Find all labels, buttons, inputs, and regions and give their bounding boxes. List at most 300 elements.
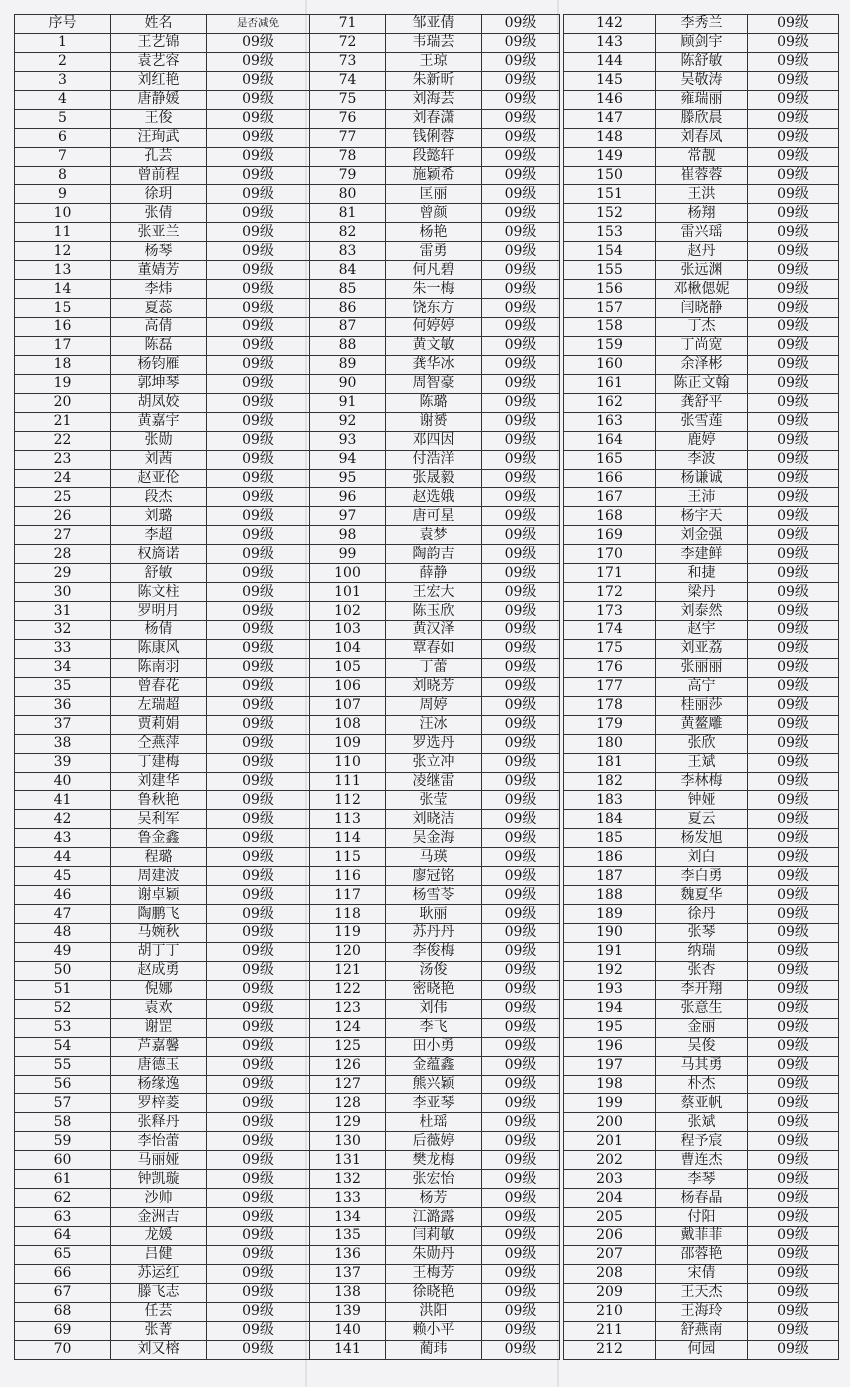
grade-cell: 09级 bbox=[748, 677, 839, 696]
row-number: 139 bbox=[310, 1302, 386, 1321]
grade-cell: 09级 bbox=[748, 1132, 839, 1151]
row-number: 108 bbox=[310, 715, 386, 734]
roster-column-1 bbox=[14, 14, 310, 1360]
table-row bbox=[310, 942, 560, 961]
table-row bbox=[310, 1189, 560, 1208]
grade-cell: 09级 bbox=[482, 147, 560, 166]
row-number: 188 bbox=[564, 886, 656, 905]
grade-cell: 09级 bbox=[207, 1340, 310, 1359]
student-name: 张远渊 bbox=[656, 261, 748, 280]
table-row bbox=[15, 886, 310, 905]
table-row bbox=[15, 450, 310, 469]
student-name: 刘又榕 bbox=[111, 1340, 207, 1359]
grade-cell: 09级 bbox=[748, 261, 839, 280]
row-number: 16 bbox=[15, 318, 111, 337]
row-number: 75 bbox=[310, 90, 386, 109]
table-row bbox=[310, 299, 560, 318]
row-number: 80 bbox=[310, 185, 386, 204]
student-name: 罗选丹 bbox=[386, 734, 482, 753]
grade-cell: 09级 bbox=[748, 772, 839, 791]
row-number: 1 bbox=[15, 33, 111, 52]
grade-cell: 09级 bbox=[748, 734, 839, 753]
student-name: 唐可星 bbox=[386, 507, 482, 526]
student-name: 宋倩 bbox=[656, 1264, 748, 1283]
student-name: 刘晓洁 bbox=[386, 810, 482, 829]
header-reduction-flag: 是否减免 bbox=[207, 15, 310, 34]
grade-cell: 09级 bbox=[207, 980, 310, 999]
student-name: 刘璐 bbox=[111, 507, 207, 526]
student-name: 张意生 bbox=[656, 999, 748, 1018]
row-number: 152 bbox=[564, 204, 656, 223]
row-number: 69 bbox=[15, 1321, 111, 1340]
table-row bbox=[15, 621, 310, 640]
student-name: 刘茜 bbox=[111, 450, 207, 469]
grade-cell: 09级 bbox=[482, 1302, 560, 1321]
grade-cell: 09级 bbox=[207, 280, 310, 299]
row-number: 103 bbox=[310, 621, 386, 640]
row-number: 19 bbox=[15, 374, 111, 393]
grade-cell: 09级 bbox=[482, 526, 560, 545]
grade-cell: 09级 bbox=[482, 223, 560, 242]
row-number: 91 bbox=[310, 393, 386, 412]
table-row bbox=[310, 1340, 560, 1359]
student-name: 樊龙梅 bbox=[386, 1151, 482, 1170]
student-name: 和捷 bbox=[656, 564, 748, 583]
table-row bbox=[15, 1132, 310, 1151]
grade-cell: 09级 bbox=[748, 829, 839, 848]
row-number: 81 bbox=[310, 204, 386, 223]
table-row bbox=[15, 545, 310, 564]
table-row bbox=[15, 488, 310, 507]
row-number: 20 bbox=[15, 393, 111, 412]
grade-cell: 09级 bbox=[748, 147, 839, 166]
student-name: 李白勇 bbox=[656, 867, 748, 886]
row-number: 106 bbox=[310, 677, 386, 696]
grade-cell: 09级 bbox=[482, 677, 560, 696]
row-number: 86 bbox=[310, 299, 386, 318]
student-name: 赵成勇 bbox=[111, 961, 207, 980]
student-name: 仝燕萍 bbox=[111, 734, 207, 753]
row-number: 82 bbox=[310, 223, 386, 242]
grade-cell: 09级 bbox=[207, 734, 310, 753]
grade-cell: 09级 bbox=[748, 223, 839, 242]
row-number: 34 bbox=[15, 658, 111, 677]
grade-cell: 09级 bbox=[207, 299, 310, 318]
table-row bbox=[310, 109, 560, 128]
grade-cell: 09级 bbox=[207, 621, 310, 640]
student-name: 夏蕊 bbox=[111, 299, 207, 318]
row-number: 142 bbox=[564, 15, 656, 34]
table-row bbox=[310, 223, 560, 242]
student-name: 陶鹏飞 bbox=[111, 905, 207, 924]
table-row bbox=[310, 1302, 560, 1321]
table-row bbox=[310, 204, 560, 223]
grade-cell: 09级 bbox=[748, 299, 839, 318]
student-name: 余泽彬 bbox=[656, 355, 748, 374]
grade-cell: 09级 bbox=[482, 753, 560, 772]
table-row bbox=[564, 753, 839, 772]
row-number: 39 bbox=[15, 753, 111, 772]
row-number: 59 bbox=[15, 1132, 111, 1151]
table-row bbox=[310, 734, 560, 753]
table-row bbox=[310, 412, 560, 431]
student-name: 杨芳 bbox=[386, 1189, 482, 1208]
table-row bbox=[564, 261, 839, 280]
student-name: 滕欣晨 bbox=[656, 109, 748, 128]
student-name: 雍瑞丽 bbox=[656, 90, 748, 109]
table-row bbox=[564, 658, 839, 677]
student-name: 洪阳 bbox=[386, 1302, 482, 1321]
grade-cell: 09级 bbox=[482, 299, 560, 318]
row-number: 194 bbox=[564, 999, 656, 1018]
table-row bbox=[564, 639, 839, 658]
table-row bbox=[310, 1056, 560, 1075]
student-name: 谢赟 bbox=[386, 412, 482, 431]
table-row bbox=[564, 1094, 839, 1113]
table-row bbox=[310, 886, 560, 905]
student-name: 何园 bbox=[656, 1340, 748, 1359]
row-number: 144 bbox=[564, 52, 656, 71]
grade-cell: 09级 bbox=[482, 90, 560, 109]
row-number: 26 bbox=[15, 507, 111, 526]
row-number: 197 bbox=[564, 1056, 656, 1075]
row-number: 95 bbox=[310, 469, 386, 488]
student-name: 钟娅 bbox=[656, 791, 748, 810]
student-name: 徐玥 bbox=[111, 185, 207, 204]
row-number: 64 bbox=[15, 1227, 111, 1246]
student-name: 张雪莲 bbox=[656, 412, 748, 431]
row-number: 121 bbox=[310, 961, 386, 980]
grade-cell: 09级 bbox=[482, 1208, 560, 1227]
student-name: 罗梓菱 bbox=[111, 1094, 207, 1113]
row-number: 110 bbox=[310, 753, 386, 772]
table-row bbox=[564, 299, 839, 318]
table-row bbox=[310, 1113, 560, 1132]
row-number: 84 bbox=[310, 261, 386, 280]
grade-cell: 09级 bbox=[482, 829, 560, 848]
grade-cell: 09级 bbox=[482, 488, 560, 507]
grade-cell: 09级 bbox=[748, 621, 839, 640]
student-name: 黄汉泽 bbox=[386, 621, 482, 640]
student-name: 唐德玉 bbox=[111, 1056, 207, 1075]
student-name: 后薇婷 bbox=[386, 1132, 482, 1151]
grade-cell: 09级 bbox=[482, 374, 560, 393]
student-name: 鲁金鑫 bbox=[111, 829, 207, 848]
student-name: 黄鳌雕 bbox=[656, 715, 748, 734]
grade-cell: 09级 bbox=[207, 450, 310, 469]
student-name: 张斌 bbox=[656, 1113, 748, 1132]
grade-cell: 09级 bbox=[207, 185, 310, 204]
grade-cell: 09级 bbox=[482, 848, 560, 867]
row-number: 52 bbox=[15, 999, 111, 1018]
student-name: 李建鲜 bbox=[656, 545, 748, 564]
table-row bbox=[564, 924, 839, 943]
student-name: 马丽娅 bbox=[111, 1151, 207, 1170]
row-number: 96 bbox=[310, 488, 386, 507]
row-number: 102 bbox=[310, 602, 386, 621]
row-number: 12 bbox=[15, 242, 111, 261]
row-number: 118 bbox=[310, 905, 386, 924]
row-number: 167 bbox=[564, 488, 656, 507]
table-row bbox=[15, 867, 310, 886]
table-row bbox=[310, 318, 560, 337]
grade-cell: 09级 bbox=[207, 242, 310, 261]
grade-cell: 09级 bbox=[748, 999, 839, 1018]
row-number: 66 bbox=[15, 1264, 111, 1283]
row-number: 135 bbox=[310, 1227, 386, 1246]
table-row bbox=[564, 905, 839, 924]
student-name: 王梅芳 bbox=[386, 1264, 482, 1283]
grade-cell: 09级 bbox=[748, 658, 839, 677]
grade-cell: 09级 bbox=[482, 961, 560, 980]
row-number: 37 bbox=[15, 715, 111, 734]
table-row bbox=[310, 166, 560, 185]
table-row bbox=[15, 204, 310, 223]
row-number: 153 bbox=[564, 223, 656, 242]
table-row bbox=[310, 905, 560, 924]
student-name: 邹亚倩 bbox=[386, 15, 482, 34]
table-row bbox=[15, 791, 310, 810]
grade-cell: 09级 bbox=[748, 564, 839, 583]
student-name: 朴杰 bbox=[656, 1075, 748, 1094]
row-number: 107 bbox=[310, 696, 386, 715]
grade-cell: 09级 bbox=[482, 564, 560, 583]
table-row bbox=[564, 772, 839, 791]
row-number: 45 bbox=[15, 867, 111, 886]
table-row bbox=[15, 374, 310, 393]
table-row bbox=[310, 1018, 560, 1037]
table-row bbox=[564, 242, 839, 261]
row-number: 104 bbox=[310, 639, 386, 658]
student-name: 廖冠铭 bbox=[386, 867, 482, 886]
student-name: 倪娜 bbox=[111, 980, 207, 999]
table-row bbox=[15, 696, 310, 715]
row-number: 88 bbox=[310, 336, 386, 355]
table-row bbox=[15, 242, 310, 261]
row-number: 179 bbox=[564, 715, 656, 734]
table-row bbox=[15, 1056, 310, 1075]
row-number: 93 bbox=[310, 431, 386, 450]
student-name: 张晟毅 bbox=[386, 469, 482, 488]
row-number: 200 bbox=[564, 1113, 656, 1132]
row-number: 124 bbox=[310, 1018, 386, 1037]
row-number: 3 bbox=[15, 71, 111, 90]
student-name: 曹连杰 bbox=[656, 1151, 748, 1170]
student-name: 王沛 bbox=[656, 488, 748, 507]
row-number: 17 bbox=[15, 336, 111, 355]
row-number: 90 bbox=[310, 374, 386, 393]
student-name: 刘晓芳 bbox=[386, 677, 482, 696]
row-number: 72 bbox=[310, 33, 386, 52]
student-name: 李亚琴 bbox=[386, 1094, 482, 1113]
table-row bbox=[15, 185, 310, 204]
table-row bbox=[310, 1170, 560, 1189]
student-name: 饶东方 bbox=[386, 299, 482, 318]
student-name: 王琼 bbox=[386, 52, 482, 71]
student-name: 王斌 bbox=[656, 753, 748, 772]
table-row bbox=[564, 336, 839, 355]
student-name: 张勋 bbox=[111, 431, 207, 450]
table-row bbox=[564, 1245, 839, 1264]
grade-cell: 09级 bbox=[207, 90, 310, 109]
grade-cell: 09级 bbox=[482, 621, 560, 640]
table-row bbox=[310, 961, 560, 980]
student-name: 王海玲 bbox=[656, 1302, 748, 1321]
student-name: 吕健 bbox=[111, 1245, 207, 1264]
table-row bbox=[564, 412, 839, 431]
row-number: 128 bbox=[310, 1094, 386, 1113]
grade-cell: 09级 bbox=[748, 355, 839, 374]
grade-cell: 09级 bbox=[748, 924, 839, 943]
row-number: 60 bbox=[15, 1151, 111, 1170]
grade-cell: 09级 bbox=[482, 1245, 560, 1264]
table-row bbox=[15, 1113, 310, 1132]
table-row bbox=[564, 1151, 839, 1170]
table-row bbox=[564, 128, 839, 147]
table-row bbox=[564, 52, 839, 71]
grade-cell: 09级 bbox=[748, 810, 839, 829]
student-name: 何婷婷 bbox=[386, 318, 482, 337]
grade-cell: 09级 bbox=[482, 1113, 560, 1132]
table-row bbox=[15, 166, 310, 185]
student-name: 刘金强 bbox=[656, 526, 748, 545]
grade-cell: 09级 bbox=[748, 318, 839, 337]
grade-cell: 09级 bbox=[207, 1056, 310, 1075]
student-name: 汪冰 bbox=[386, 715, 482, 734]
grade-cell: 09级 bbox=[482, 886, 560, 905]
row-number: 191 bbox=[564, 942, 656, 961]
grade-cell: 09级 bbox=[482, 583, 560, 602]
table-row bbox=[310, 1321, 560, 1340]
table-row bbox=[15, 999, 310, 1018]
table-row bbox=[310, 545, 560, 564]
row-number: 126 bbox=[310, 1056, 386, 1075]
grade-cell: 09级 bbox=[207, 545, 310, 564]
student-name: 郭坤琴 bbox=[111, 374, 207, 393]
student-name: 段懿轩 bbox=[386, 147, 482, 166]
table-row bbox=[564, 848, 839, 867]
student-name: 夏云 bbox=[656, 810, 748, 829]
student-name: 刘泰然 bbox=[656, 602, 748, 621]
grade-cell: 09级 bbox=[748, 1056, 839, 1075]
grade-cell: 09级 bbox=[482, 658, 560, 677]
grade-cell: 09级 bbox=[207, 526, 310, 545]
grade-cell: 09级 bbox=[482, 942, 560, 961]
student-name: 滕飞志 bbox=[111, 1283, 207, 1302]
row-number: 195 bbox=[564, 1018, 656, 1037]
grade-cell: 09级 bbox=[207, 223, 310, 242]
table-row bbox=[564, 1264, 839, 1283]
student-name: 张立冲 bbox=[386, 753, 482, 772]
grade-cell: 09级 bbox=[207, 52, 310, 71]
grade-cell: 09级 bbox=[207, 1227, 310, 1246]
row-number: 71 bbox=[310, 15, 386, 34]
grade-cell: 09级 bbox=[207, 696, 310, 715]
grade-cell: 09级 bbox=[748, 71, 839, 90]
student-name: 刘亚荔 bbox=[656, 639, 748, 658]
student-name: 匡丽 bbox=[386, 185, 482, 204]
row-number: 7 bbox=[15, 147, 111, 166]
grade-cell: 09级 bbox=[748, 545, 839, 564]
table-row bbox=[564, 602, 839, 621]
grade-cell: 09级 bbox=[207, 488, 310, 507]
row-number: 78 bbox=[310, 147, 386, 166]
row-number: 68 bbox=[15, 1302, 111, 1321]
row-number: 115 bbox=[310, 848, 386, 867]
student-name: 杨翔 bbox=[656, 204, 748, 223]
student-name: 蔡亚帆 bbox=[656, 1094, 748, 1113]
table-row bbox=[310, 753, 560, 772]
row-number: 4 bbox=[15, 90, 111, 109]
student-name: 李炜 bbox=[111, 280, 207, 299]
row-number: 204 bbox=[564, 1189, 656, 1208]
student-name: 李琴 bbox=[656, 1170, 748, 1189]
student-name: 杨缘逸 bbox=[111, 1075, 207, 1094]
row-number: 180 bbox=[564, 734, 656, 753]
table-row bbox=[564, 829, 839, 848]
student-name: 吴金海 bbox=[386, 829, 482, 848]
row-number: 27 bbox=[15, 526, 111, 545]
student-name: 谢卓颖 bbox=[111, 886, 207, 905]
grade-cell: 09级 bbox=[482, 1321, 560, 1340]
table-row bbox=[564, 393, 839, 412]
student-name: 唐静媛 bbox=[111, 90, 207, 109]
row-number: 54 bbox=[15, 1037, 111, 1056]
student-name: 杨钧雁 bbox=[111, 355, 207, 374]
grade-cell: 09级 bbox=[207, 261, 310, 280]
grade-cell: 09级 bbox=[748, 109, 839, 128]
table-row bbox=[15, 393, 310, 412]
table-row bbox=[15, 1264, 310, 1283]
student-name: 陶韵吉 bbox=[386, 545, 482, 564]
table-row bbox=[310, 450, 560, 469]
student-name: 芦嘉馨 bbox=[111, 1037, 207, 1056]
row-number: 9 bbox=[15, 185, 111, 204]
grade-cell: 09级 bbox=[207, 753, 310, 772]
row-number: 5 bbox=[15, 109, 111, 128]
table-row bbox=[564, 185, 839, 204]
student-name: 陈璐 bbox=[386, 393, 482, 412]
table-row bbox=[564, 791, 839, 810]
table-row bbox=[564, 961, 839, 980]
row-number: 140 bbox=[310, 1321, 386, 1340]
student-name: 龙媛 bbox=[111, 1227, 207, 1246]
grade-cell: 09级 bbox=[207, 431, 310, 450]
grade-cell: 09级 bbox=[207, 639, 310, 658]
student-name: 朱勋丹 bbox=[386, 1245, 482, 1264]
row-number: 212 bbox=[564, 1340, 656, 1359]
row-number: 172 bbox=[564, 583, 656, 602]
grade-cell: 09级 bbox=[748, 15, 839, 34]
table-row bbox=[15, 223, 310, 242]
student-name: 黄嘉宇 bbox=[111, 412, 207, 431]
grade-cell: 09级 bbox=[207, 829, 310, 848]
grade-cell: 09级 bbox=[748, 431, 839, 450]
table-row bbox=[15, 1340, 310, 1359]
grade-cell: 09级 bbox=[207, 583, 310, 602]
student-name: 施颖希 bbox=[386, 166, 482, 185]
row-number: 109 bbox=[310, 734, 386, 753]
student-name: 李怡蕾 bbox=[111, 1132, 207, 1151]
header-number: 序号 bbox=[15, 15, 111, 34]
row-number: 97 bbox=[310, 507, 386, 526]
row-number: 159 bbox=[564, 336, 656, 355]
table-row bbox=[15, 734, 310, 753]
student-name: 陈南羽 bbox=[111, 658, 207, 677]
row-number: 41 bbox=[15, 791, 111, 810]
grade-cell: 09级 bbox=[748, 242, 839, 261]
table-row bbox=[310, 280, 560, 299]
